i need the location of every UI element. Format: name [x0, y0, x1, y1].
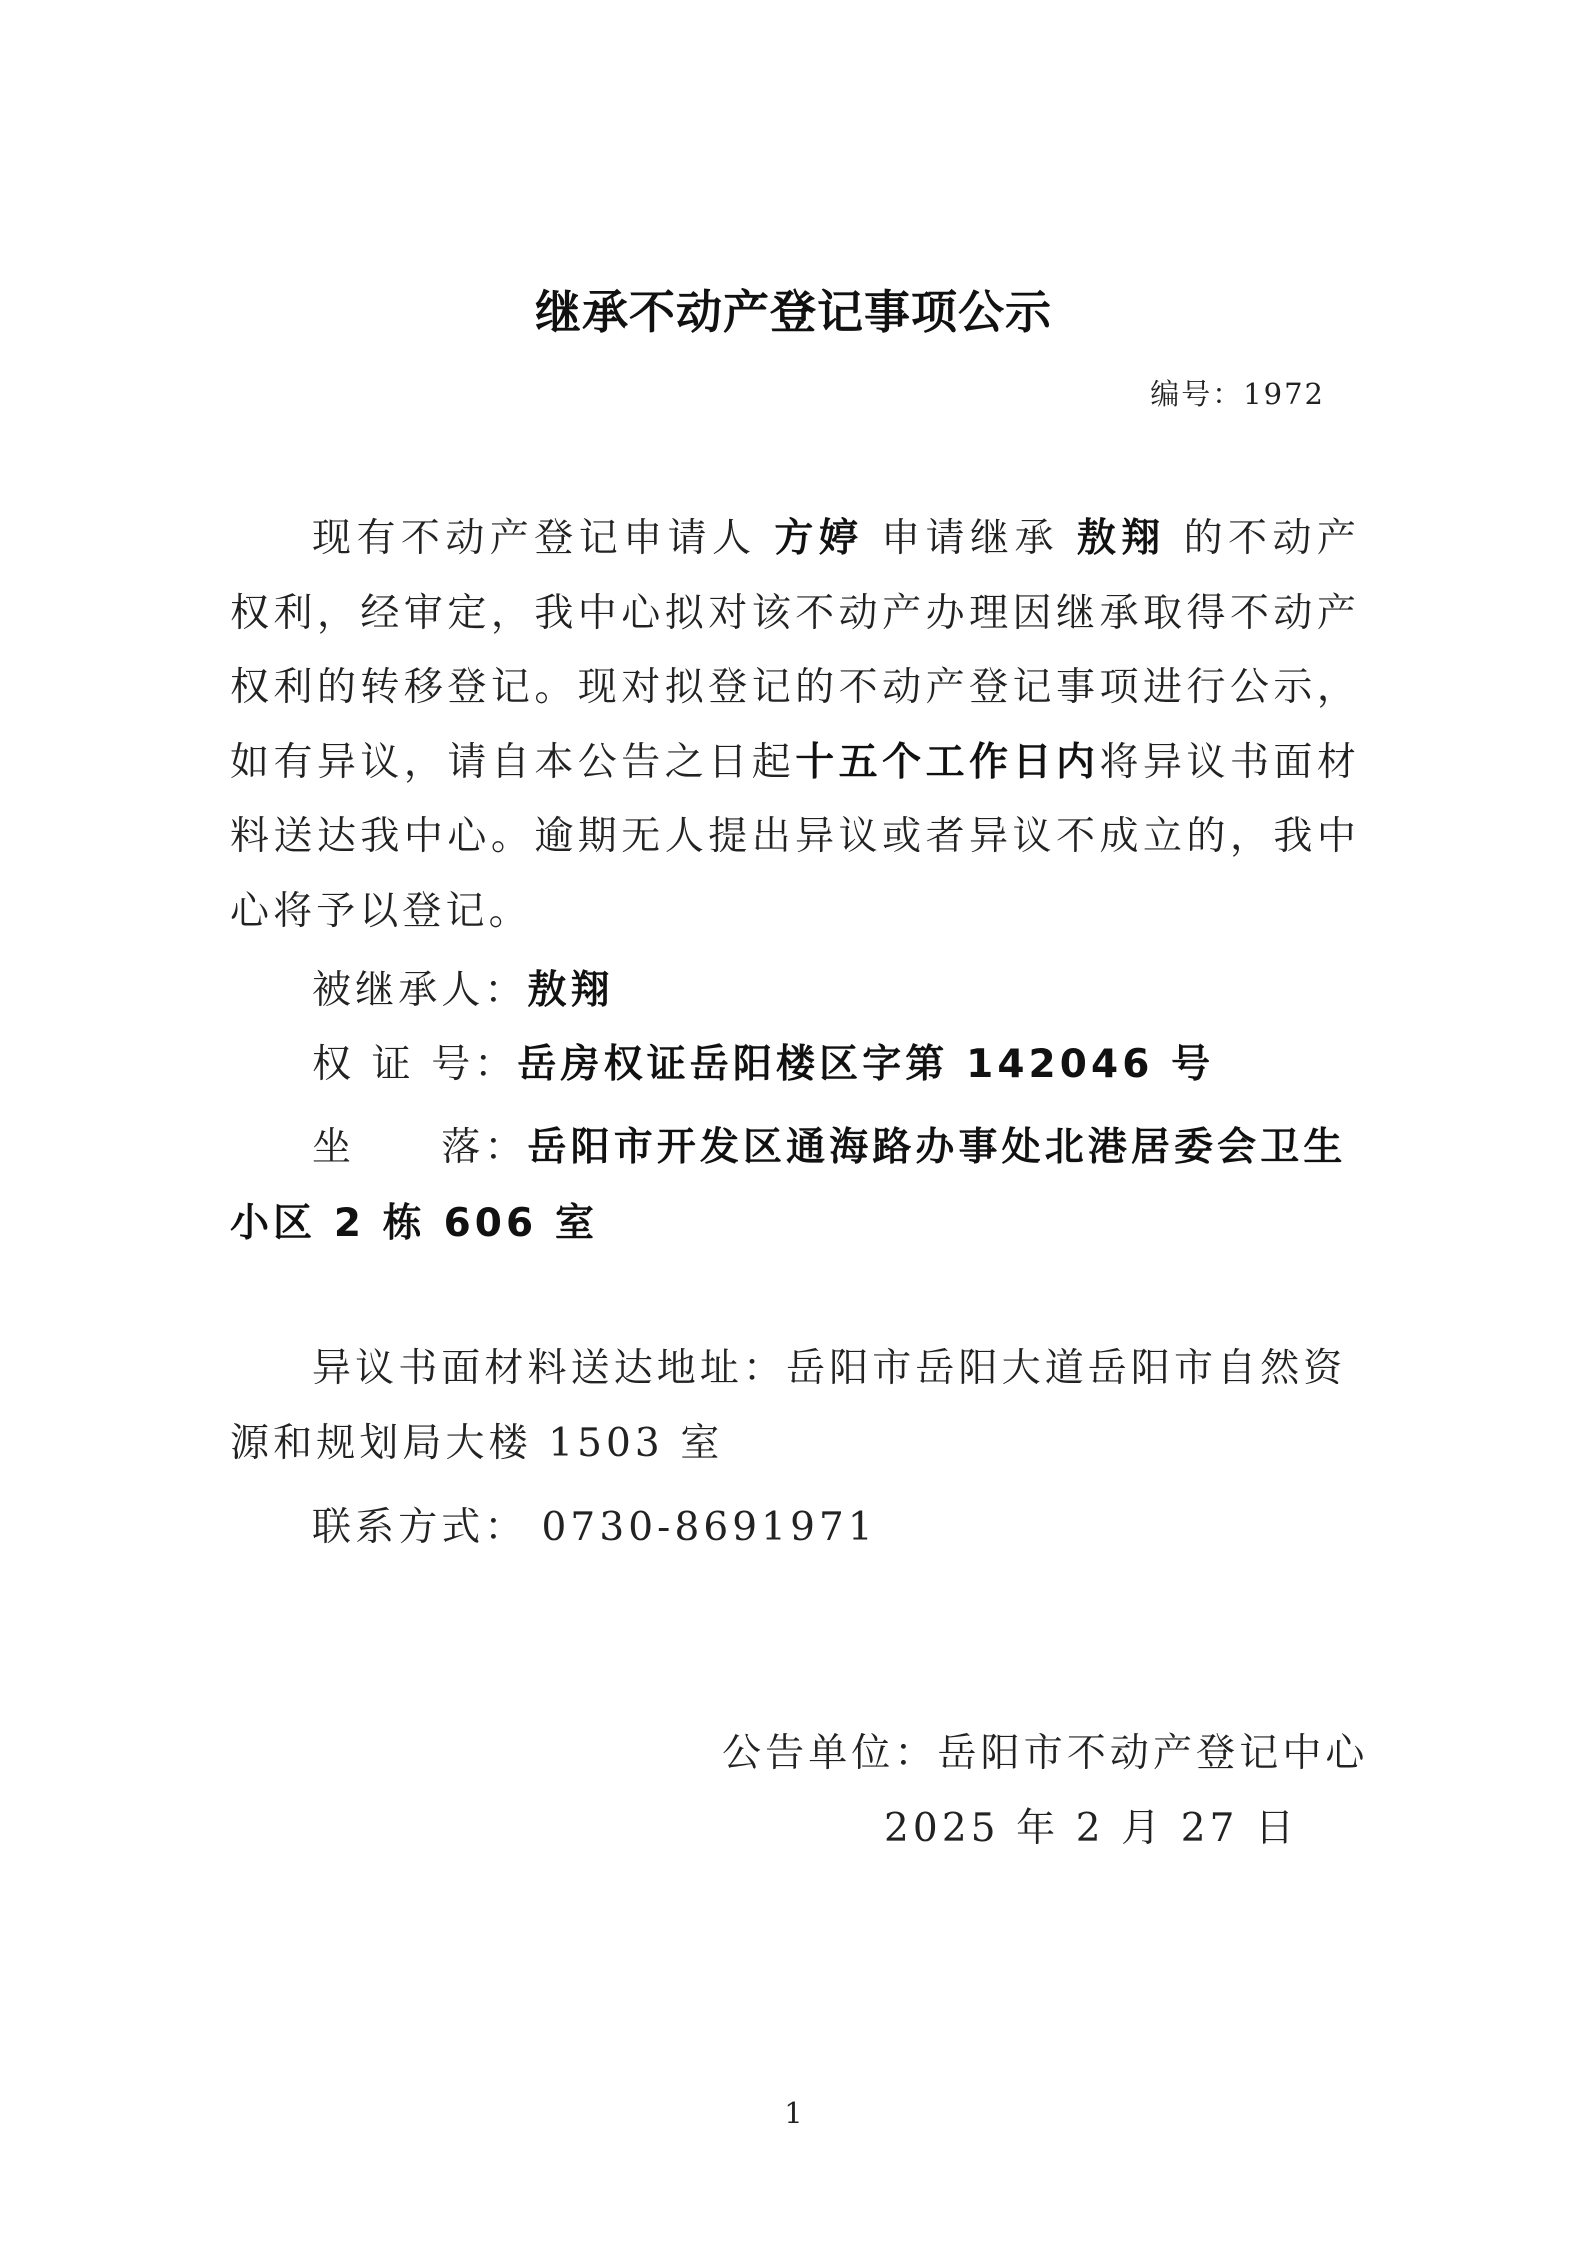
- document-number: 编号：1972: [1150, 377, 1325, 411]
- issuer-value: 岳阳市不动产登记中心: [937, 1731, 1369, 1776]
- paragraph-part3: 的不动产权利，经审定，我中心拟对该不动产办理因继承取得不动产权利的转移登记。现对拟登记的不动产登记事项进行公示，如有异议，请自本公告之日起: [230, 516, 1361, 785]
- decedent-name-inline: 敖翔: [1076, 516, 1166, 561]
- paragraph-part1: 现有不动产登记申请人: [312, 516, 757, 561]
- paragraph-part4: 将异议书面材料送达我中心。逾期无人提出异议或者异议不成立的，我中心将予以登记。: [230, 739, 1360, 934]
- notice-date: 2025 年 2 月 27 日: [884, 1806, 1299, 1851]
- page-number: 1: [784, 2096, 803, 2130]
- applicant-name: 方婷: [774, 516, 864, 561]
- certificate-field: [312, 1033, 1214, 1089]
- decedent-value: 敖翔: [527, 968, 614, 1013]
- issuer-label: 公告单位：: [722, 1731, 938, 1776]
- objection-address: 异议书面材料送达地址：岳阳市岳阳大道岳阳市自然资源和规划局大楼 1503 室: [230, 1346, 1347, 1466]
- certificate-value: 岳房权证岳阳楼区字第 142046 号: [517, 1042, 1215, 1087]
- notice-paragraph: [230, 502, 1360, 949]
- certificate-label: 权 证 号：: [312, 1042, 518, 1087]
- decedent-label: 被继承人：: [312, 968, 528, 1013]
- contact-value: 0730-8691971: [541, 1505, 877, 1550]
- document-title: 继承不动产登记事项公示: [535, 285, 1052, 339]
- location-label: 坐 落：: [312, 1125, 528, 1170]
- contact-field: [312, 1496, 877, 1552]
- paragraph-part2: 申请继承: [881, 516, 1059, 561]
- contact-label: 联系方式：: [312, 1505, 528, 1550]
- decedent-field: [312, 959, 614, 1015]
- objection-deadline: 十五个工作日内: [795, 739, 1100, 785]
- location-field: [230, 1110, 1360, 1262]
- location-value: 岳阳市开发区通海路办事处北港居委会卫生小区 2 栋 606 室: [230, 1125, 1347, 1246]
- issuer-field: [722, 1722, 1369, 1778]
